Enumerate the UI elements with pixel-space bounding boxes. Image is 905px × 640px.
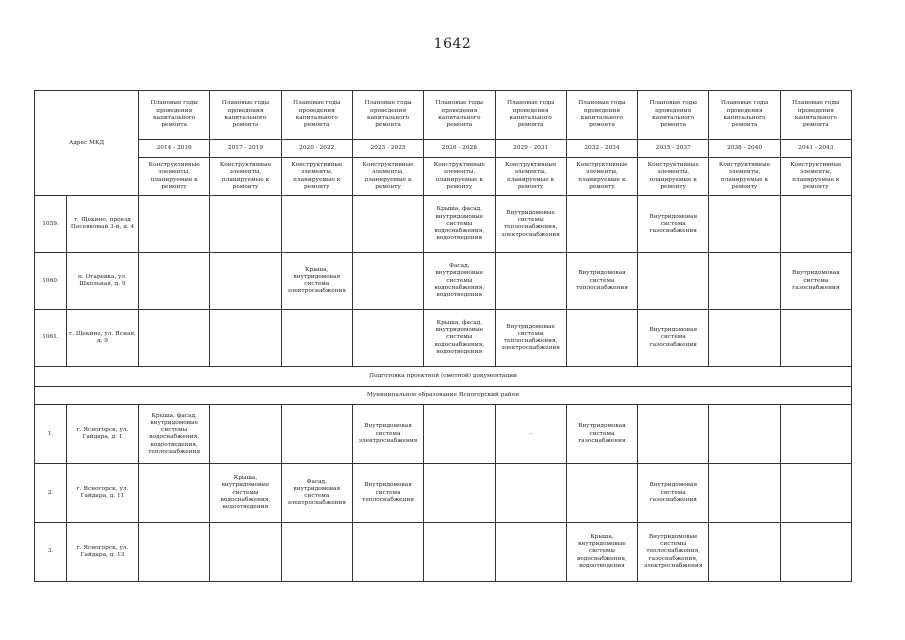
repair-cell: Крыша, фасад, внутридомовые системы водоснабжения, водоотведения xyxy=(424,196,495,253)
period-years: 2017 - 2019 xyxy=(210,139,281,157)
period-years: 2023 - 2025 xyxy=(352,139,423,157)
repair-cell xyxy=(424,405,495,464)
repair-cell: Крыша, фасад, внутридомовые системы водоснабжения, водоотведения xyxy=(424,310,495,367)
repair-cell xyxy=(352,196,423,253)
period-elements: Конструктивные элементы, планируемые к ремонту xyxy=(780,157,851,196)
period-title: Плановые годы проведения капитального ремонта xyxy=(139,91,210,140)
repair-cell xyxy=(780,523,851,582)
repair-cell: Крыша, внутридомовые системы водоснабжения, водоотведения xyxy=(566,523,637,582)
period-elements: Конструктивные элементы, планируемые к ремонту xyxy=(139,157,210,196)
municipality-title-row xyxy=(35,387,852,405)
period-elements: Конструктивные элементы, планируемые к ремонту xyxy=(709,157,780,196)
repair-cell xyxy=(210,196,281,253)
row-number: 1060. xyxy=(35,253,67,310)
repair-cell: Внутридомовые системы теплоснабжения, газоснабжения, электроснабжения xyxy=(638,523,709,582)
repair-cell xyxy=(281,310,352,367)
row-address: п. Огаревка, ул. Школьная, д. 9 xyxy=(67,253,139,310)
section-title-row xyxy=(35,366,852,386)
repair-cell: Внутридомовая система электроснабжения xyxy=(352,405,423,464)
repair-cell xyxy=(566,464,637,523)
period-title: Плановые годы проведения капитального ремонта xyxy=(780,91,851,140)
header-row-elements xyxy=(35,157,852,196)
repair-cell xyxy=(709,196,780,253)
repair-cell: Крыша, внутридомовая система электроснабжения xyxy=(281,253,352,310)
repair-cell: Внутридомовая система газоснабжения xyxy=(638,464,709,523)
section-title: Подготовка проектной (сметной) документации xyxy=(35,366,852,386)
period-years: 2032 - 2034 xyxy=(566,139,637,157)
repair-cell: Внутридомовая система теплоснабжения xyxy=(566,253,637,310)
repair-cell xyxy=(780,310,851,367)
page-number: 1642 xyxy=(433,36,472,52)
repair-cell: Внутридомовая система газоснабжения xyxy=(638,310,709,367)
repair-cell xyxy=(709,253,780,310)
repair-cell xyxy=(139,523,210,582)
repair-cell xyxy=(352,253,423,310)
repair-cell: Внутридомовые системы теплоснабжения, электроснабжения xyxy=(495,310,566,367)
period-elements: Конструктивные элементы, планируемые к ремонту xyxy=(495,157,566,196)
repair-cell: Внутридомовая система газоснабжения xyxy=(780,253,851,310)
row-number: 1061. xyxy=(35,310,67,367)
period-years: 2035 - 2037 xyxy=(638,139,709,157)
row-address: г. Щекино, ул. Ясная, д. 9 xyxy=(67,310,139,367)
repair-cell: Внутридомовые системы теплоснабжения, электроснабжения xyxy=(495,196,566,253)
period-elements: Конструктивные элементы, планируемые к ремонту xyxy=(638,157,709,196)
municipality-title: Муниципальное образование Ясногорский район xyxy=(35,387,852,405)
period-years: 2038 - 2040 xyxy=(709,139,780,157)
repair-cell: Фасад, внутридомовая система электроснабжения xyxy=(281,464,352,523)
repair-cell: Внутридомовая система газоснабжения xyxy=(566,405,637,464)
row-number: 3. xyxy=(35,523,67,582)
repair-cell xyxy=(780,464,851,523)
repair-cell xyxy=(566,196,637,253)
period-title: Плановые годы проведения капитального ремонта xyxy=(495,91,566,140)
period-years: 2041 - 2043 xyxy=(780,139,851,157)
repair-cell: Крыша, внутридомовые системы водоснабжения, водоотведения xyxy=(210,464,281,523)
repair-cell: Внутридомовая система теплоснабжения xyxy=(352,464,423,523)
repair-cell: Крыша, фасад, внутридомовые системы водоснабжения, водоотведения, теплоснабжения xyxy=(139,405,210,464)
repair-cell xyxy=(210,310,281,367)
header-row-years xyxy=(35,139,852,157)
repair-cell xyxy=(281,405,352,464)
repair-cell xyxy=(210,405,281,464)
repair-cell xyxy=(139,196,210,253)
table-row xyxy=(35,523,852,582)
repair-cell xyxy=(281,196,352,253)
repair-cell xyxy=(709,523,780,582)
repair-cell xyxy=(709,310,780,367)
repair-cell xyxy=(210,253,281,310)
table-row xyxy=(35,464,852,523)
row-address: г. Щекино, проезд Посевковый 3-й, д. 4 xyxy=(67,196,139,253)
period-years: 2020 - 2022 xyxy=(281,139,352,157)
repair-plan-table xyxy=(34,90,852,582)
period-elements: Конструктивные элементы, планируемые к ремонту xyxy=(566,157,637,196)
table-row xyxy=(35,196,852,253)
period-elements: Конструктивные элементы, планируемые к ремонту xyxy=(352,157,423,196)
repair-cell xyxy=(638,253,709,310)
period-years: 2026 - 2028 xyxy=(424,139,495,157)
repair-cell xyxy=(281,523,352,582)
row-address: г. Ясногорск, ул. Гайдара, д. 13 xyxy=(67,523,139,582)
repair-cell: Внутридомовая система газоснабжения xyxy=(638,196,709,253)
repair-cell xyxy=(139,464,210,523)
repair-cell xyxy=(139,253,210,310)
period-title: Плановые годы проведения капитального ремонта xyxy=(352,91,423,140)
repair-cell xyxy=(709,464,780,523)
row-number: 1059. xyxy=(35,196,67,253)
period-title: Плановые годы проведения капитального ремонта xyxy=(709,91,780,140)
row-address: г. Ясногорск, ул. Гайдара, д. 1 xyxy=(67,405,139,464)
repair-cell xyxy=(210,523,281,582)
period-years: 2029 - 2031 xyxy=(495,139,566,157)
repair-cell: - xyxy=(495,405,566,464)
row-number: 2. xyxy=(35,464,67,523)
repair-cell xyxy=(424,523,495,582)
period-title: Плановые годы проведения капитального ремонта xyxy=(566,91,637,140)
row-number: 1. xyxy=(35,405,67,464)
repair-cell xyxy=(780,196,851,253)
row-address: г. Ясногорск, ул. Гайдара, д. 11 xyxy=(67,464,139,523)
repair-cell xyxy=(352,310,423,367)
table-row xyxy=(35,405,852,464)
period-title: Плановые годы проведения капитального ремонта xyxy=(638,91,709,140)
repair-cell xyxy=(424,464,495,523)
period-title: Плановые годы проведения капитального ремонта xyxy=(424,91,495,140)
period-years: 2014 - 2016 xyxy=(139,139,210,157)
repair-cell xyxy=(638,405,709,464)
period-elements: Конструктивные элементы, планируемые к ремонту xyxy=(281,157,352,196)
repair-cell xyxy=(495,464,566,523)
header-row-titles xyxy=(35,91,852,140)
repair-cell xyxy=(709,405,780,464)
period-elements: Конструктивные элементы, планируемые к ремонту xyxy=(424,157,495,196)
repair-cell xyxy=(780,405,851,464)
table-row xyxy=(35,253,852,310)
repair-cell xyxy=(139,310,210,367)
period-title: Плановые годы проведения капитального ремонта xyxy=(281,91,352,140)
period-elements: Конструктивные элементы, планируемые к ремонту xyxy=(210,157,281,196)
repair-cell: Фасад, внутридомовые системы водоснабжения, водоотведения xyxy=(424,253,495,310)
repair-cell xyxy=(495,253,566,310)
address-header: Адрес МКД xyxy=(35,91,139,196)
period-title: Плановые годы проведения капитального ремонта xyxy=(210,91,281,140)
table-row xyxy=(35,310,852,367)
repair-cell xyxy=(566,310,637,367)
repair-cell xyxy=(352,523,423,582)
repair-cell xyxy=(495,523,566,582)
